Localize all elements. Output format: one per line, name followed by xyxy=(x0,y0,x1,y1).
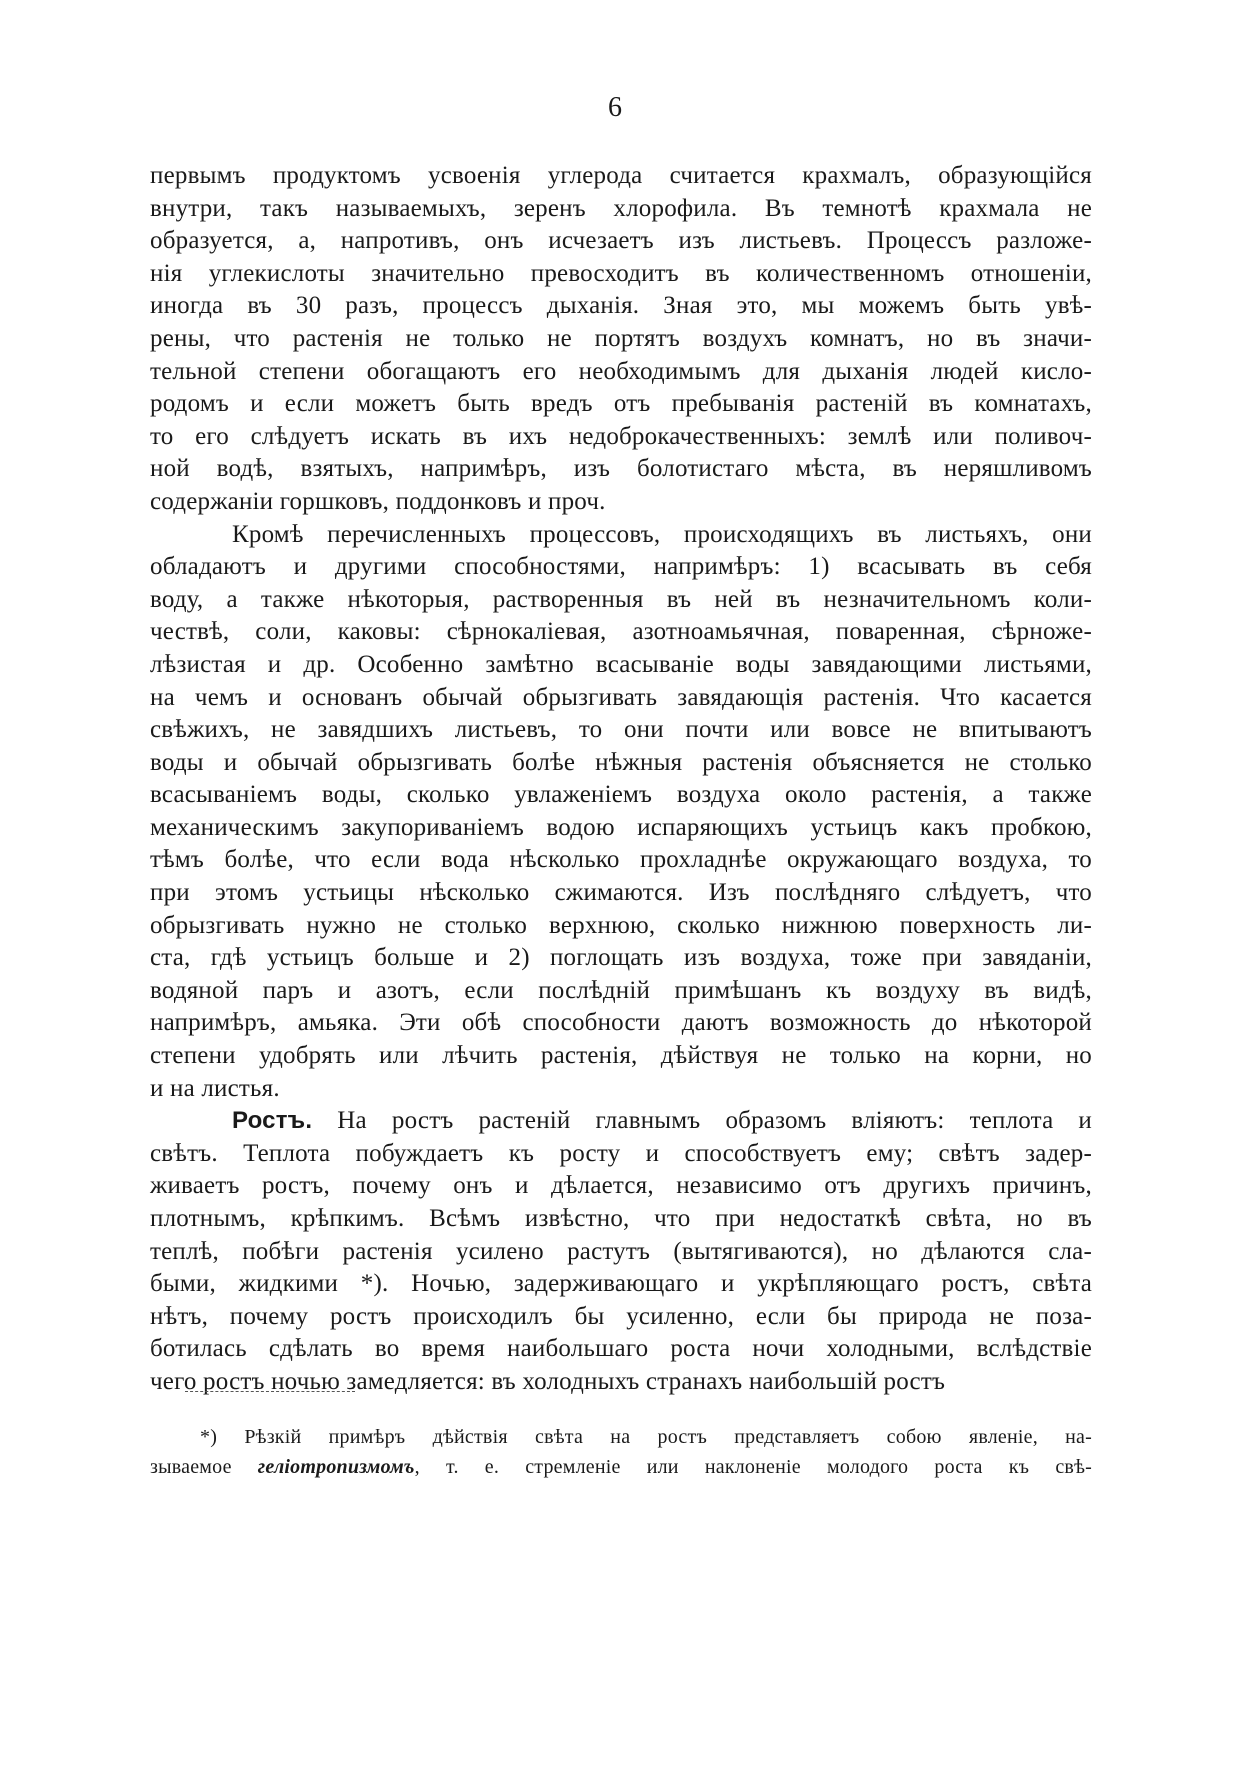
text-line xyxy=(150,812,1092,845)
line-text: На ростъ растеній главнымъ образомъ вліяютъ: теплота и xyxy=(337,1107,1092,1135)
text-line xyxy=(150,1105,1092,1138)
line-text: ста, гдѣ устьицъ больше и 2) поглощать изъ воздуха, тоже при завяданіи, xyxy=(150,944,1092,972)
paragraph-2 xyxy=(150,519,1092,1106)
line-text: быми, жидкими *). Ночью, задерживающаго и укрѣпляющаго ростъ, свѣта xyxy=(150,1270,1092,1298)
footnote-text: зываемое xyxy=(150,1456,258,1478)
text-line xyxy=(150,258,1092,291)
text-line xyxy=(150,1333,1092,1366)
footnote-separator xyxy=(185,1391,355,1392)
line-text: то его слѣдуетъ искать въ ихъ недоброкачественныхъ: землѣ или поливоч- xyxy=(150,422,1092,450)
page-number: 6 xyxy=(608,92,622,123)
line-text: тѣмъ болѣе, что если вода нѣсколько прохладнѣе окружающаго воздуха, то xyxy=(150,846,1092,874)
line-text: обрызгивать нужно не столько верхнюю, сколько нижнюю поверхность ли- xyxy=(150,911,1092,939)
line-text: ной водѣ, взятыхъ, напримѣръ, изъ болотистаго мѣста, въ неряшливомъ xyxy=(150,455,1092,483)
line-text: тельной степени обогащаютъ его необходимымъ для дыханія людей кисло- xyxy=(150,357,1092,385)
line-text: всасываніемъ воды, сколько увлаженіемъ воздуха около растенія, а также xyxy=(150,781,1092,809)
text-line xyxy=(150,193,1092,226)
text-line xyxy=(150,910,1092,943)
text-line xyxy=(150,486,1092,519)
line-text: и на листья. xyxy=(150,1074,280,1102)
text-line xyxy=(150,421,1092,454)
text-line xyxy=(150,616,1092,649)
footnote-text: , т. е. стремленіе или наклоненіе молодого роста къ свѣ- xyxy=(414,1456,1092,1478)
text-line xyxy=(150,877,1092,910)
text-line xyxy=(150,356,1092,389)
text-line xyxy=(150,388,1092,421)
paragraph-1 xyxy=(150,160,1092,519)
line-text: родомъ и если можетъ быть вредъ отъ пребыванія растеній въ комнатахъ, xyxy=(150,390,1092,418)
body-text xyxy=(150,160,1092,1399)
line-text: воду, а также нѣкоторыя, растворенныя въ ней въ незначительномъ коли- xyxy=(150,585,1092,613)
text-line xyxy=(150,1170,1092,1203)
text-line xyxy=(150,160,1092,193)
text-line xyxy=(150,1073,1092,1106)
line-text: внутри, такъ называемыхъ, зеренъ хлорофила. Въ темнотѣ крахмала не xyxy=(150,194,1092,222)
text-line xyxy=(150,551,1092,584)
line-text: теплѣ, побѣги растенія усилено растутъ (вытягиваются), но дѣлаются сла- xyxy=(150,1237,1092,1265)
line-text: механическимъ закупориваніемъ водою испаряющихъ устьицъ какъ пробкою, xyxy=(150,813,1092,841)
text-line xyxy=(150,779,1092,812)
text-line xyxy=(150,290,1092,323)
text-line xyxy=(150,225,1092,258)
line-text: свѣтъ. Теплота побуждаетъ къ росту и способствуетъ ему; свѣтъ задер- xyxy=(150,1139,1092,1167)
text-line xyxy=(150,1366,1092,1399)
text-line xyxy=(150,1203,1092,1236)
text-line xyxy=(150,1236,1092,1269)
line-text: чего ростъ ночью замедляется: въ холодныхъ странахъ наибольшій ростъ xyxy=(150,1367,946,1395)
text-line xyxy=(150,323,1092,356)
line-text: водяной паръ и азотъ, если послѣдній примѣшанъ къ воздуху въ видѣ, xyxy=(150,976,1092,1004)
text-line xyxy=(150,942,1092,975)
line-text: обладаютъ и другими способностями, напримѣръ: 1) всасывать въ себя xyxy=(150,553,1092,581)
text-line xyxy=(150,1138,1092,1171)
text-line xyxy=(150,1301,1092,1334)
line-text: свѣжихъ, не завядшихъ листьевъ, то они почти или вовсе не впитываютъ xyxy=(150,716,1092,744)
text-line xyxy=(150,682,1092,715)
line-text: лѣзистая и др. Особенно замѣтно всасываніе воды завядающими листьями, xyxy=(150,650,1092,678)
text-line xyxy=(150,584,1092,617)
line-text: ботилась сдѣлать во время наибольшаго роста ночи холодными, вслѣдствіе xyxy=(150,1335,1092,1363)
text-line xyxy=(150,714,1092,747)
text-line xyxy=(150,649,1092,682)
section-heading: Ростъ. xyxy=(232,1107,313,1135)
text-line xyxy=(150,747,1092,780)
line-text: нѣтъ, почему ростъ происходилъ бы усиленно, если бы природа не поза- xyxy=(150,1302,1092,1330)
line-text: рены, что растенія не только не портятъ воздухъ комнатъ, но въ значи- xyxy=(150,324,1092,352)
text-line xyxy=(150,453,1092,486)
line-text: степени удобрять или лѣчить растенія, дѣйствуя не только на корни, но xyxy=(150,1042,1092,1070)
text-line xyxy=(150,1040,1092,1073)
line-text: первымъ продуктомъ усвоенія углерода считается крахмалъ, образующійся xyxy=(150,162,1092,189)
line-text: напримѣръ, амьяка. Эти обѣ способности даютъ возможность до нѣкоторой xyxy=(150,1009,1092,1037)
line-text: образуется, а, напротивъ, онъ исчезаетъ изъ листьевъ. Процессъ разложе- xyxy=(150,227,1092,255)
text-line xyxy=(150,1268,1092,1301)
line-text: живаетъ ростъ, почему онъ и дѣлается, независимо отъ другихъ причинъ, xyxy=(150,1172,1092,1200)
text-line xyxy=(150,844,1092,877)
footnote-line: *) Рѣзкій примѣръ дѣйствія свѣта на ростъ представляетъ собою явленіе, на- xyxy=(200,1426,1092,1448)
footnote-line xyxy=(150,1452,1092,1482)
line-text: при этомъ устьицы нѣсколько сжимаются. Изъ послѣдняго слѣдуетъ, что xyxy=(150,879,1092,907)
text-line xyxy=(150,1007,1092,1040)
paragraph-growth xyxy=(150,1105,1092,1398)
line-text: на чемъ и основанъ обычай обрызгивать завядающія растенія. Что касается xyxy=(150,683,1092,711)
line-text: воды и обычай обрызгивать болѣе нѣжныя растенія объясняется не столько xyxy=(150,748,1092,776)
line-text: иногда въ 30 разъ, процессъ дыханія. Зная это, мы можемъ быть увѣ- xyxy=(150,292,1092,320)
line-text: содержаніи горшковъ, поддонковъ и проч. xyxy=(150,487,606,515)
footnote-term: геліотропизмомъ xyxy=(257,1456,415,1478)
line-text: нія углекислоты значительно превосходитъ въ количественномъ отношеніи, xyxy=(150,259,1092,287)
line-text: Кромѣ перечисленныхъ процессовъ, происходящихъ въ листьяхъ, они xyxy=(232,520,1092,548)
line-text: чествѣ, соли, каковы: сѣрнокаліевая, азотноамьячная, поваренная, сѣрноже- xyxy=(150,618,1092,646)
text-line xyxy=(150,519,1092,552)
text-line xyxy=(150,975,1092,1008)
line-text: плотнымъ, крѣпкимъ. Всѣмъ извѣстно, что при недостаткѣ свѣта, но въ xyxy=(150,1205,1092,1232)
footnote xyxy=(150,1422,1092,1482)
